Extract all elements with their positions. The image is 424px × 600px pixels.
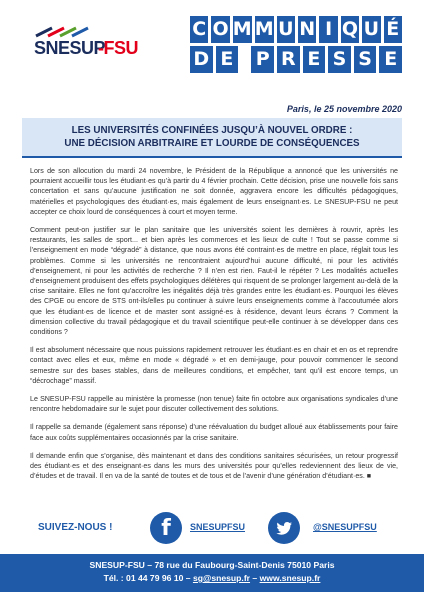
letter-tile: P <box>251 46 274 73</box>
letter-tile: U <box>362 16 380 43</box>
twitter-bird-icon <box>268 512 300 544</box>
letter-tile: S <box>354 46 377 73</box>
social-links <box>0 508 424 548</box>
letter-tile: U <box>277 16 295 43</box>
letter-tile: E <box>216 46 239 73</box>
headline <box>22 118 402 158</box>
letter-tile: N <box>298 16 316 43</box>
letter-tile: O <box>211 16 229 43</box>
contact-footer <box>0 554 424 592</box>
letter-tile: S <box>328 46 351 73</box>
logo-snesup-text: SNESUP <box>34 38 106 58</box>
footer-address: SNESUP-FSU – 78 rue du Faubourg-Saint-Denis 75010 Paris <box>89 560 335 570</box>
snesup-fsu-logo <box>30 18 138 70</box>
letter-tile: É <box>384 16 402 43</box>
tile-gap <box>241 46 248 73</box>
letter-tile: Q <box>341 16 359 43</box>
paragraph: Il est absolument nécessaire que nous puissions rapidement retrouver les étudiant·es en chair et en os et reprendre contact avec elles et eux, même en mode « dégradé » et en demi-jauge, pour pouvoir commencer le second semestre sur des bases stables, dans de meilleures conditions, et empêcher, tant qu’il est encore temps, un “décrochage” massif. <box>30 346 398 385</box>
facebook-icon[interactable]: f <box>150 512 182 544</box>
communique-row <box>190 16 402 43</box>
paragraph: Le SNESUP-FSU rappelle au ministère la promesse (non tenue) faite fin octobre aux organisations syndicales d’une rencontre hebdomadaire sur le sujet pour discuter collectivement des solutions. <box>30 395 398 414</box>
headline-line-2: UNE DÉCISION ARBITRAIRE ET LOURDE DE CONSÉQUENCES <box>64 138 360 149</box>
letter-tile: E <box>303 46 326 73</box>
footer-email-link[interactable]: sg@snesup.fr <box>192 573 251 583</box>
body-text <box>30 166 398 489</box>
footer-phone: Tél. : 01 44 79 96 10 – <box>103 573 193 583</box>
paragraph: Comment peut-on justifier sur le plan sanitaire que les universités soient les dernières à rouvrir, après les restaurants, les salles de sport... et bien après les commerces et les lieux de culte ! Tout se passe comme si l’enseignement en mode “dégradé” à distance, que nous avons été contraint·es de mettre en place, réglait tous les problèmes. Comme si les universités ne rencontraient aujourd’hui aucune difficulté, ni pour les activités d’enseignement, ni pour les activités de recherche ? Il n’en est rien. Faut-il le répéter ? Les modalités actuelles d’enseignement produisent des effets psychologiques délétères qui risquent de se prolonger largement au-delà de la crise sanitaire. Elles ne font qu’accroître les inégalités déjà très grandes entre les étudiant·es. Pourquoi les élèves des CPGE ou encore de STS ont-ils/elles pu continuer à suivre leurs enseignements comme à l’accoutumée alors que les étudiant·es de licence et de master sont assigné·es à résidence, devant leurs écrans ? Comment la dimension collective du travail pédagogique et du travail scientifique peut-elle continuer à se développer dans ces conditions ? <box>30 226 398 337</box>
follow-us-label: SUIVEZ-NOUS ! <box>38 522 113 533</box>
twitter-icon[interactable] <box>268 512 300 544</box>
letter-tile: M <box>233 16 252 43</box>
letter-tile: C <box>190 16 208 43</box>
footer-contact-line <box>0 573 424 583</box>
paragraph: Lors de son allocution du mardi 24 novembre, le Président de la République a annoncé que les universités ne pourraient accueillir tous les étudiant·es qu’à partir du 4 février prochain. Cette décision, prise une nouvelle fois sans concertation et sans qu’aucune justification ne soit donnée, aggravera encore les difficultés pédagogiques, matérielles et psychologiques des étudiant·es, mais également de leurs enseignant·es. Le SNESUP-FSU ne peut accepter ce choix lourd de conséquences à court et moyen terme. <box>30 167 398 216</box>
logo-fsu-text: -FSU <box>98 38 138 58</box>
paragraph: Il demande enfin que s’organise, dès maintenant et dans des conditions sanitaires sécurisées, un retour progressif des étudiant·es et des enseignant·es dans les murs des universités pour qu’elles redeviennent des lieux de vie, d’études et de travail. Il en va de la santé de toutes et de tous et de l’avenir d’une génération d’étudiant·es. ■ <box>30 451 398 481</box>
facebook-link[interactable]: SNESUPFSU <box>190 522 246 532</box>
footer-separator: – <box>250 573 260 583</box>
letter-tile: E <box>379 46 402 73</box>
communique-de-presse-banner <box>190 16 402 76</box>
footer-website-link[interactable]: www.snesup.fr <box>259 573 321 583</box>
headline-line-1: LES UNIVERSITÉS CONFINÉES JUSQU’À NOUVEL ORDRE : <box>71 125 353 136</box>
letter-tile: M <box>255 16 274 43</box>
twitter-link[interactable]: @SNESUPFSU <box>313 522 377 532</box>
letter-tile: I <box>319 16 337 43</box>
de-presse-row <box>190 46 402 73</box>
release-date: Paris, le 25 novembre 2020 <box>286 104 402 114</box>
letter-tile: R <box>277 46 300 73</box>
paragraph: Il rappelle sa demande (également sans réponse) d’une réévaluation du budget alloué aux établissements pour faire face aux coûts supplémentaires occasionnés par la crise sanitaire. <box>30 423 398 442</box>
logo-stripes-icon <box>34 26 104 38</box>
letter-tile: D <box>190 46 213 73</box>
